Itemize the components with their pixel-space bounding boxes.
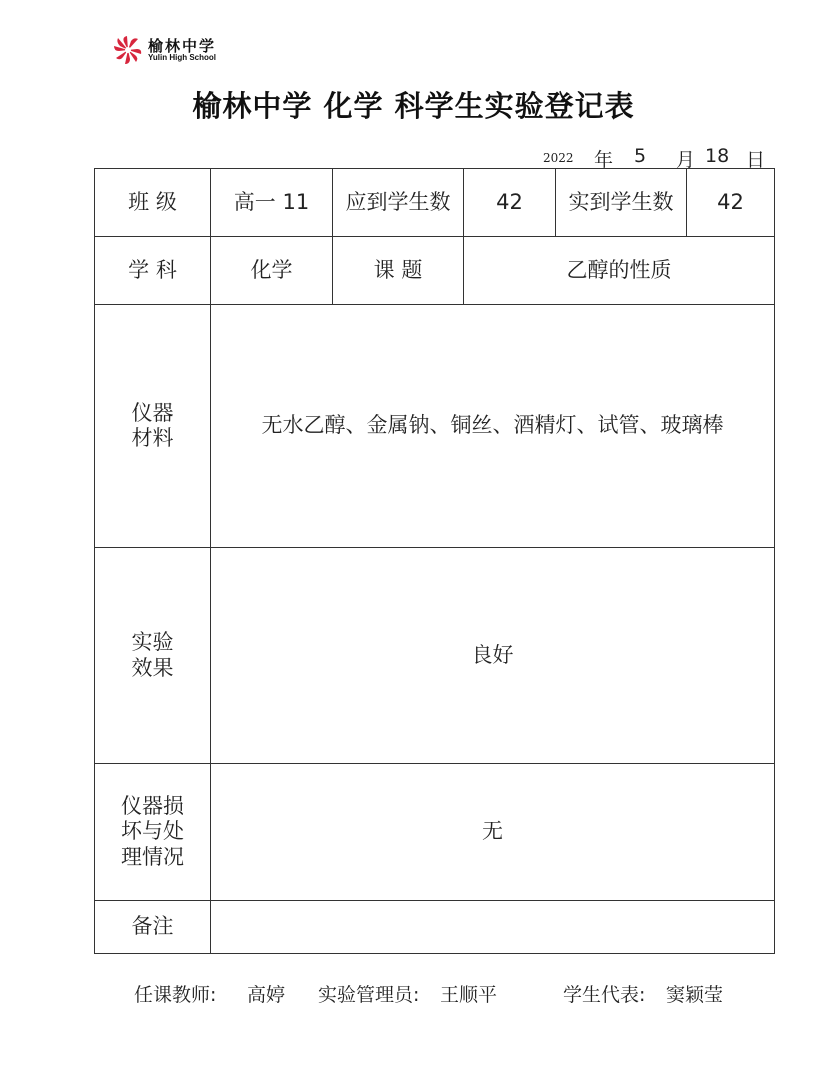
class-label: 班 级 (95, 169, 211, 237)
table-row (95, 169, 775, 237)
subject-value: 化学 (211, 237, 333, 305)
subject-label: 学 科 (95, 237, 211, 305)
logo-name-cn: 榆林中学 (148, 37, 217, 55)
remarks-label: 备注 (95, 901, 211, 954)
damage-value: 无 (211, 764, 775, 901)
date-year: 2022 (543, 151, 574, 165)
registration-table (94, 168, 775, 954)
result-label-line: 效果 (131, 655, 174, 680)
table-row (95, 305, 775, 548)
damage-label-line: 仪器损 (121, 794, 184, 819)
materials-label-line: 仪器 (131, 400, 174, 425)
school-logo (112, 34, 242, 66)
student-rep-name: 窦颖莹 (666, 984, 724, 1006)
materials-label-line: 材料 (131, 426, 174, 450)
date-month: 5 (634, 145, 647, 167)
damage-label-line: 坏与处 (121, 819, 184, 844)
student-rep-label: 学生代表: (563, 984, 646, 1006)
remarks-value (211, 901, 775, 954)
result-label (95, 548, 211, 764)
school-emblem-icon (112, 34, 144, 66)
topic-value: 乙醇的性质 (464, 237, 775, 305)
date-day: 18 (705, 145, 730, 167)
logo-name-en: Yulin High School (148, 53, 216, 62)
manager-label: 实验管理员: (318, 984, 420, 1006)
page-title: 榆林中学 化学 科学生实验登记表 (192, 89, 635, 123)
expected-students-value: 42 (464, 169, 556, 237)
materials-value: 无水乙醇、金属钠、铜丝、酒精灯、试管、玻璃棒 (211, 305, 775, 548)
actual-students-value: 42 (687, 169, 775, 237)
manager-name: 王顺平 (440, 984, 498, 1006)
result-label-stack (132, 630, 174, 680)
materials-label (95, 305, 211, 548)
date-day-unit: 日 (746, 149, 766, 171)
date-month-unit: 月 (676, 149, 696, 171)
table-row (95, 237, 775, 305)
topic-label: 课 题 (333, 237, 464, 305)
damage-label-stack (121, 794, 184, 870)
damage-label (95, 764, 211, 901)
result-value: 良好 (211, 548, 775, 764)
teacher-name: 高婷 (247, 984, 286, 1006)
table-row (95, 548, 775, 764)
teacher-label: 任课教师: (134, 984, 217, 1006)
damage-label-line: 理情况 (121, 844, 184, 869)
result-label-line: 实验 (131, 630, 174, 655)
class-value: 高一 11 (211, 169, 333, 237)
materials-label-stack (132, 401, 174, 451)
actual-students-label: 实到学生数 (556, 169, 687, 237)
expected-students-label: 应到学生数 (333, 169, 464, 237)
table-row (95, 901, 775, 954)
table-row (95, 764, 775, 901)
date-year-unit: 年 (594, 149, 614, 171)
